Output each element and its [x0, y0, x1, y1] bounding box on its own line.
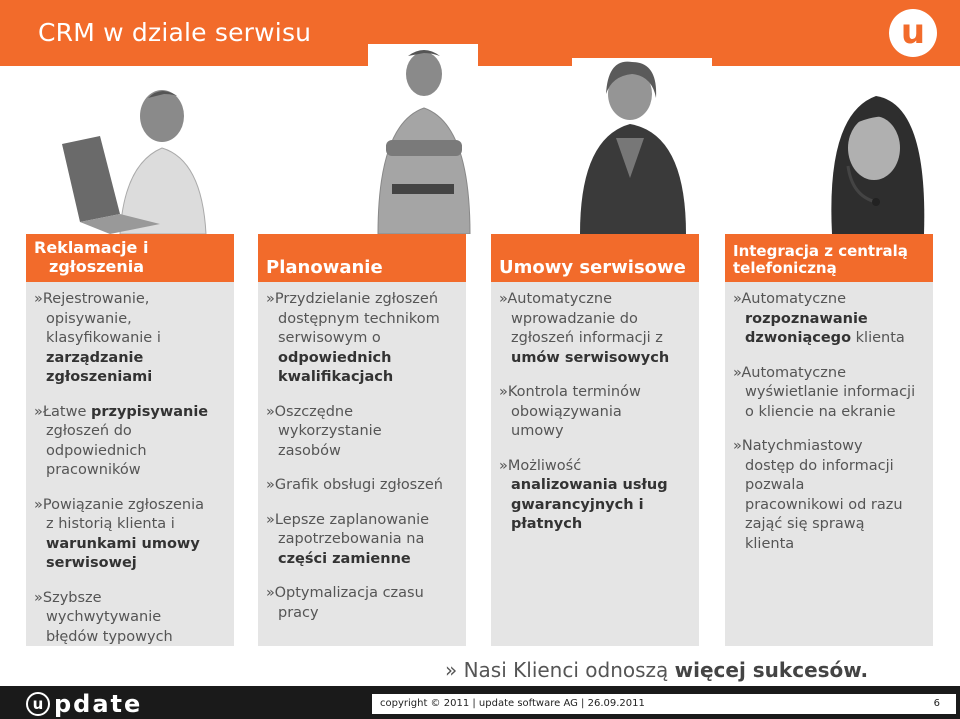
footer-logo-text: pdate [54, 690, 143, 718]
tagline-text: » Nasi Klienci odnoszą [445, 658, 675, 682]
emphasis-text: płatnych [511, 516, 583, 532]
bullet-text: Automatyczne [507, 291, 612, 307]
bullet-text: Optymalizacja czasu [274, 585, 424, 601]
tagline [445, 658, 868, 682]
bullet-item [34, 589, 228, 648]
bullet-text: zająć się sprawą [745, 516, 865, 532]
bullet-line [733, 383, 927, 403]
bullet-line [34, 349, 228, 369]
photo-technician [368, 44, 478, 234]
bullet-line [266, 476, 460, 496]
bullet-text: wyświetlanie informacji [745, 384, 916, 400]
column-header [26, 234, 234, 282]
emphasis-text: odpowiednich [278, 349, 392, 366]
bullet-line [34, 368, 228, 388]
bullet-text: klienta [745, 535, 795, 552]
copyright-strip [372, 694, 956, 714]
bullet-text: zasobów [278, 442, 341, 459]
bullet-line [34, 290, 228, 310]
bullet-text: Szybsze [42, 589, 102, 606]
bullet-line [733, 437, 927, 457]
bullet-item [733, 437, 927, 554]
emphasis-text: warunkami umowy [46, 535, 200, 552]
bullet-item [34, 290, 228, 388]
column-title-line: Reklamacje i [34, 238, 149, 257]
bullet-line [266, 530, 460, 550]
bullet-line [34, 329, 228, 349]
bullet-text: opisywanie, [46, 310, 132, 327]
column-header [258, 234, 466, 282]
bullet-text: Lepsze zaplanowanie [274, 511, 430, 528]
page-title: CRM w dziale serwisu [38, 18, 312, 47]
bullet-item [499, 290, 693, 368]
bullet-text: z historią klienta i [46, 516, 175, 532]
column-body [491, 290, 699, 550]
emphasis-text: serwisowej [46, 555, 137, 571]
column-title-line: Umowy serwisowe [499, 257, 686, 278]
bullet-line [499, 476, 693, 496]
bullet-item [733, 364, 927, 423]
bullet-item [499, 383, 693, 442]
bullet-text: odpowiednich [46, 442, 147, 459]
bullet-line [266, 290, 460, 310]
bullet-line [34, 403, 228, 423]
bullet-item [266, 290, 460, 388]
emphasis-text: przypisywanie [90, 403, 209, 420]
emphasis-text: zgłoszeniami [46, 369, 153, 385]
bullet-line [499, 349, 693, 369]
bullet-item [34, 403, 228, 481]
emphasis-text: części zamienne [278, 550, 411, 567]
bullet-item [266, 584, 460, 623]
bullet-line [266, 403, 460, 423]
bullet-text: obowiązywania [511, 403, 622, 420]
bullet-text: zgłoszeń informacji z [511, 330, 663, 346]
column-title-line: Integracja z centralą [733, 242, 908, 260]
bullet-line [34, 589, 228, 609]
bullet-line [34, 515, 228, 535]
bullet-text: dostępnym technikom [278, 310, 440, 327]
bullet-item [266, 511, 460, 570]
bullet-marker: » [733, 364, 742, 381]
tagline-emphasis: więcej sukcesów. [674, 658, 869, 682]
bullet-line [34, 310, 228, 330]
bullet-line [266, 349, 460, 369]
bullet-line [499, 403, 693, 423]
bullet-text: dostęp do informacji [745, 457, 894, 474]
bullet-line [499, 496, 693, 516]
bullet-text: pracownikowi od razu [745, 496, 903, 513]
bullet-text: o kliencie na ekranie [745, 403, 896, 420]
column-service-contracts [491, 234, 699, 646]
bullet-line [266, 329, 460, 349]
bullet-text: Przydzielanie zgłoszeń [274, 291, 439, 307]
bullet-line [266, 604, 460, 624]
bullet-line [266, 368, 460, 388]
bullet-text: wprowadzanie do [511, 310, 638, 327]
bullet-line [499, 310, 693, 330]
column-body [258, 290, 466, 638]
bullet-text: Rejestrowanie, [42, 291, 150, 307]
copyright-text: copyright © 2011 | update software AG | 26.09.2011 [380, 698, 645, 709]
bullet-text: umowy [511, 423, 564, 439]
bullet-text: Automatyczne [741, 291, 846, 307]
bullet-line [733, 476, 927, 496]
bullet-text: Kontrola terminów [507, 384, 641, 400]
bullet-line [733, 329, 927, 349]
column-title [499, 258, 686, 277]
bullet-text: Grafik obsługi zgłoszeń [274, 477, 443, 493]
bullet-line [499, 515, 693, 535]
bullet-line [733, 515, 927, 535]
column-title-line: zgłoszenia [49, 257, 145, 276]
bullet-line [499, 457, 693, 477]
bullet-text: Automatyczne [741, 364, 846, 381]
emphasis-text: umów serwisowych [511, 349, 670, 366]
bullet-line [266, 310, 460, 330]
bullet-line [34, 608, 228, 628]
bullet-text: Możliwość [507, 457, 582, 474]
column-planning [258, 234, 466, 646]
bullet-item [266, 476, 460, 496]
column-header [725, 234, 933, 282]
bullet-line [733, 290, 927, 310]
bullet-marker: » [266, 511, 275, 528]
bullet-item [733, 290, 927, 349]
photo-call-center-agent [812, 86, 936, 234]
bullet-marker: » [733, 438, 742, 454]
column-header [491, 234, 699, 282]
bullet-marker: » [499, 291, 508, 307]
bullet-line [733, 310, 927, 330]
emphasis-text: analizowania usług [511, 477, 668, 493]
bullet-text: serwisowym o [278, 330, 381, 346]
column-telephony-integration [725, 234, 933, 646]
bullet-text: wykorzystanie [278, 423, 382, 439]
page-number: 6 [933, 698, 940, 709]
bullet-marker: » [34, 589, 43, 606]
bullet-text: pracy [278, 604, 319, 621]
bullet-line [266, 442, 460, 462]
column-title [266, 258, 383, 277]
bullet-marker: » [266, 477, 275, 493]
bullet-line [266, 511, 460, 531]
bullet-line [499, 290, 693, 310]
bullet-text: wychwytywanie [46, 609, 162, 625]
update-logo-badge [889, 9, 937, 57]
bullet-item [499, 457, 693, 535]
bullet-marker: » [266, 403, 275, 420]
bullet-text: pracowników [46, 462, 141, 478]
bullet-marker: » [733, 291, 742, 307]
bullet-line [733, 457, 927, 477]
bullet-line [499, 329, 693, 349]
column-complaints [26, 234, 234, 646]
bullet-text: klienta [851, 330, 905, 346]
column-title-line: Planowanie [266, 257, 383, 278]
bullet-line [733, 403, 927, 423]
column-title-line: telefoniczną [733, 259, 837, 277]
bullet-item [34, 496, 228, 574]
bullet-line [266, 422, 460, 442]
bullet-marker: » [34, 403, 43, 420]
bullet-line [34, 554, 228, 574]
bullet-marker: » [266, 291, 275, 307]
bullet-line [34, 461, 228, 481]
bullet-marker: » [499, 384, 508, 400]
column-body [26, 290, 234, 662]
bullet-text: Powiązanie zgłoszenia [42, 496, 204, 513]
logo-letter: u [900, 12, 926, 52]
column-body [725, 290, 933, 569]
bullet-text: klasyfikowanie i [46, 330, 161, 346]
photo-woman-office [572, 58, 712, 234]
bullet-text: Oszczędne [274, 403, 354, 420]
photo-man-with-laptop [40, 84, 230, 234]
bullet-text: pozwala [745, 477, 805, 493]
emphasis-text: kwalifikacjach [278, 369, 394, 385]
bullet-marker: » [34, 496, 43, 513]
bullet-line [34, 628, 228, 648]
bullet-line [266, 550, 460, 570]
emphasis-text: rozpoznawanie [745, 310, 868, 327]
emphasis-text: zarządzanie [46, 349, 144, 366]
bullet-marker: » [499, 457, 508, 474]
bullet-line [733, 535, 927, 555]
emphasis-text: gwarancyjnych i [511, 496, 644, 513]
bullet-line [34, 442, 228, 462]
bullet-text: błędów typowych [46, 628, 173, 645]
bullet-marker: » [34, 291, 43, 307]
bullet-text: zapotrzebowania na [278, 531, 425, 547]
bullet-text: zgłoszeń do [46, 423, 132, 439]
emphasis-text: dzwoniącego [745, 330, 852, 346]
bullet-marker: » [266, 585, 275, 601]
bullet-text: Łatwe [42, 403, 91, 420]
bullet-line [733, 496, 927, 516]
bullet-line [34, 422, 228, 442]
column-title [733, 243, 908, 277]
bullet-item [266, 403, 460, 462]
bullet-line [266, 584, 460, 604]
bullet-text: Natychmiastowy [741, 438, 863, 454]
bullet-line [733, 364, 927, 384]
column-title [34, 238, 148, 276]
bullet-line [34, 535, 228, 555]
bullet-line [499, 383, 693, 403]
bullet-line [499, 422, 693, 442]
bullet-line [34, 496, 228, 516]
footer-logo-mark: u [26, 692, 50, 716]
footer-logo [26, 690, 142, 718]
